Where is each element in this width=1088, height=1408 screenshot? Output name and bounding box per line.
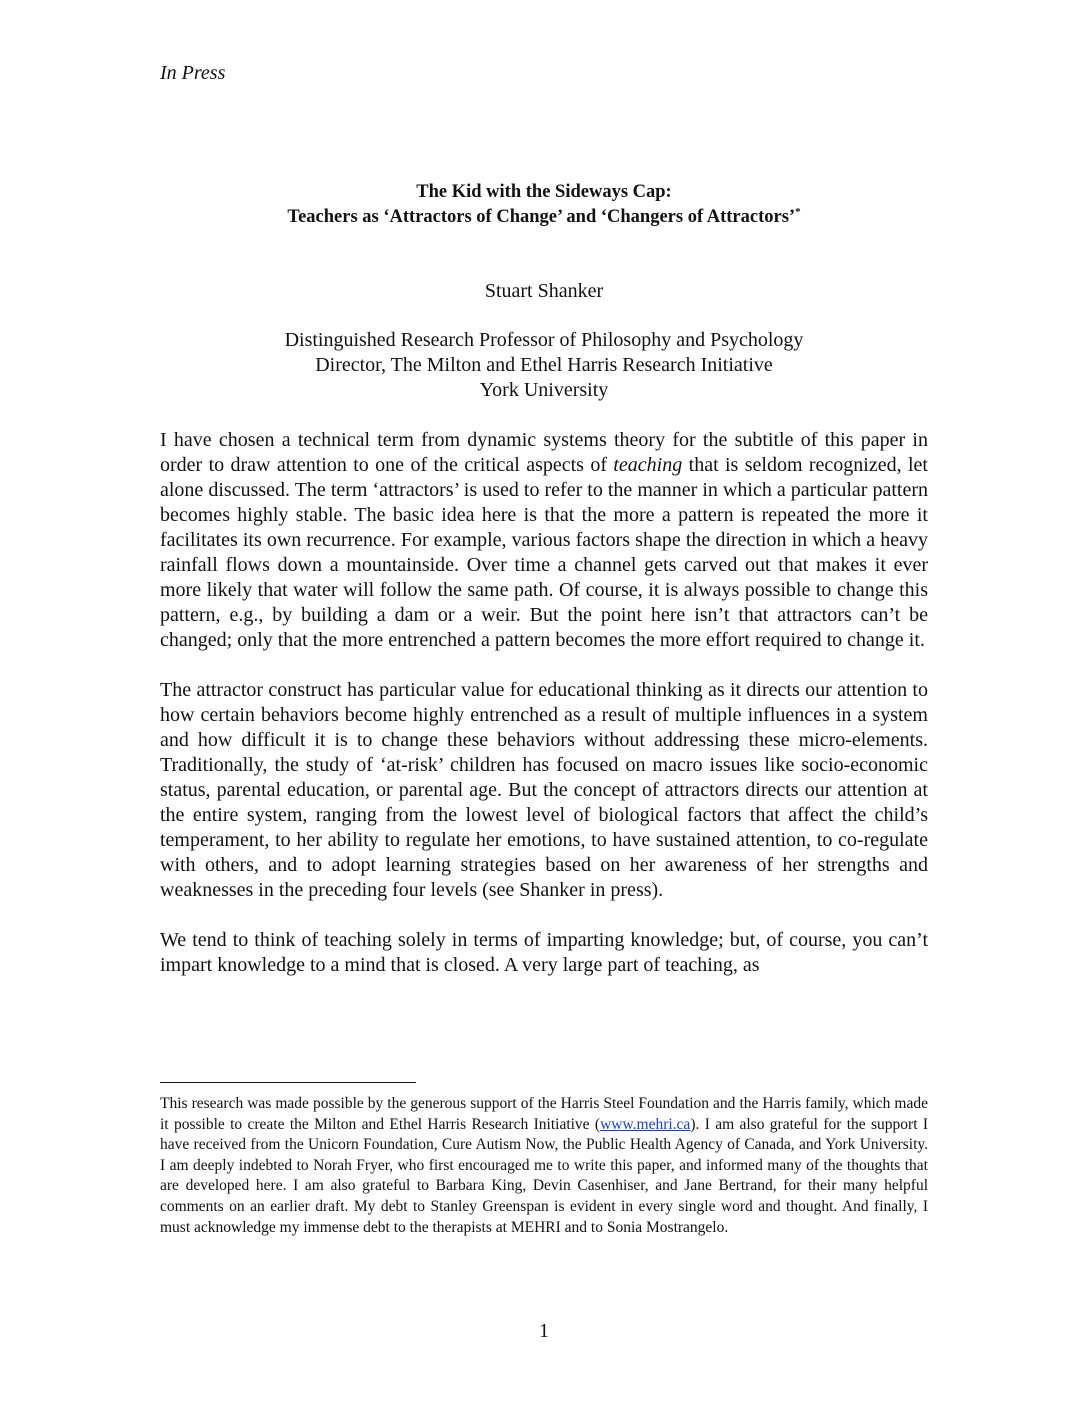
paragraph-2: The attractor construct has particular value for educational thinking as it directs our attention to how certain behaviors become highly entrenched as a result of multiple influences in a system and how difficult it is to change these behaviors without addressing these micro-elements. Traditionally, the study of ‘at-risk’ children has focused on macro issues like socio-economic status, parental education, or parental age. But the concept of attractors directs our attention at the entire system, ranging from the lowest level of biological factors that affect the child’s temperament, to her ability to regulate her emotions, to have sustained attention, to co-regulate with others, and to adopt learning strategies based on her awareness of her strengths and weaknesses in the preceding four levels (see Shanker in press). — [160, 679, 928, 901]
affiliation-line-3: York University — [479, 379, 609, 401]
affiliation-line-2: Director, The Milton and Ethel Harris Research Initiative — [315, 354, 773, 376]
footnote — [160, 1094, 928, 1238]
affiliation-line-1: Distinguished Research Professor of Philosophy and Psychology — [284, 329, 804, 351]
title-line-2-text: Teachers as ‘Attractors of Change’ and ‘Changers of Attractors’ — [287, 207, 796, 227]
title-line-1: The Kid with the Sideways Cap: — [416, 182, 672, 202]
page-number: 1 — [539, 1320, 549, 1342]
body-text — [160, 428, 928, 1003]
footnote-link[interactable]: www.mehri.ca — [600, 1115, 691, 1133]
paper-title — [160, 180, 928, 230]
author-affiliation — [160, 328, 928, 403]
footnote-separator — [160, 1082, 416, 1083]
footnote-text-end: ). I am also grateful for the support I have received from the Unicorn Foundation, Cure Autism Now, the Public Health Agency of Canada, and York University. I am deeply indebted to Norah Fryer, who first encouraged me to write this paper, and informed many of the thoughts that are developed here. I am also grateful to Barbara King, Devin Casenhiser, and Jane Bertrand, for their many helpful comments on an earlier draft. My debt to Stanley Greenspan is evident in every single word and thought. And finally, I must acknowledge my immense debt to the therapists at MEHRI and to Sonia Mostrangelo. — [160, 1115, 929, 1236]
paragraph-1-start: I have chosen a technical term from dynamic systems theory for the subtitle of this paper in order to draw attention to one of the critical aspects of — [160, 429, 928, 476]
author-name: Stuart Shanker — [484, 280, 604, 302]
paragraph-3: We tend to think of teaching solely in terms of imparting knowledge; but, of course, you can’t impart knowledge to a mind that is closed. A very large part of teaching, as — [160, 929, 928, 976]
running-head: In Press — [160, 62, 226, 84]
title-footnote-mark: * — [795, 205, 801, 218]
footnote-text-start: This research was made possible by the generous support of the Harris Steel Foundation and the Harris family, which made it possible to create the Milton and Ethel Harris Research Initiative ( — [160, 1095, 928, 1133]
paragraph-1 — [160, 428, 928, 653]
paragraph-1-emphasis: teaching — [613, 454, 683, 476]
title-line-2 — [160, 205, 928, 230]
paragraph-1-end: that is seldom recognized, let alone discussed. The term ‘attractors’ is used to refer to the manner in which a particular pattern becomes highly stable. The basic idea here is that the more a pattern is repeated the more it facilitates its own recurrence. For example, various factors shape the direction in which a heavy rainfall flows down a mountainside. Over time a channel gets carved out that makes it ever more likely that water will follow the same path. Of course, it is always possible to change this pattern, e.g., by building a dam or a weir. But the point here isn’t that attractors can’t be changed; only that the more entrenched a pattern becomes the more effort required to change it. — [160, 454, 928, 651]
